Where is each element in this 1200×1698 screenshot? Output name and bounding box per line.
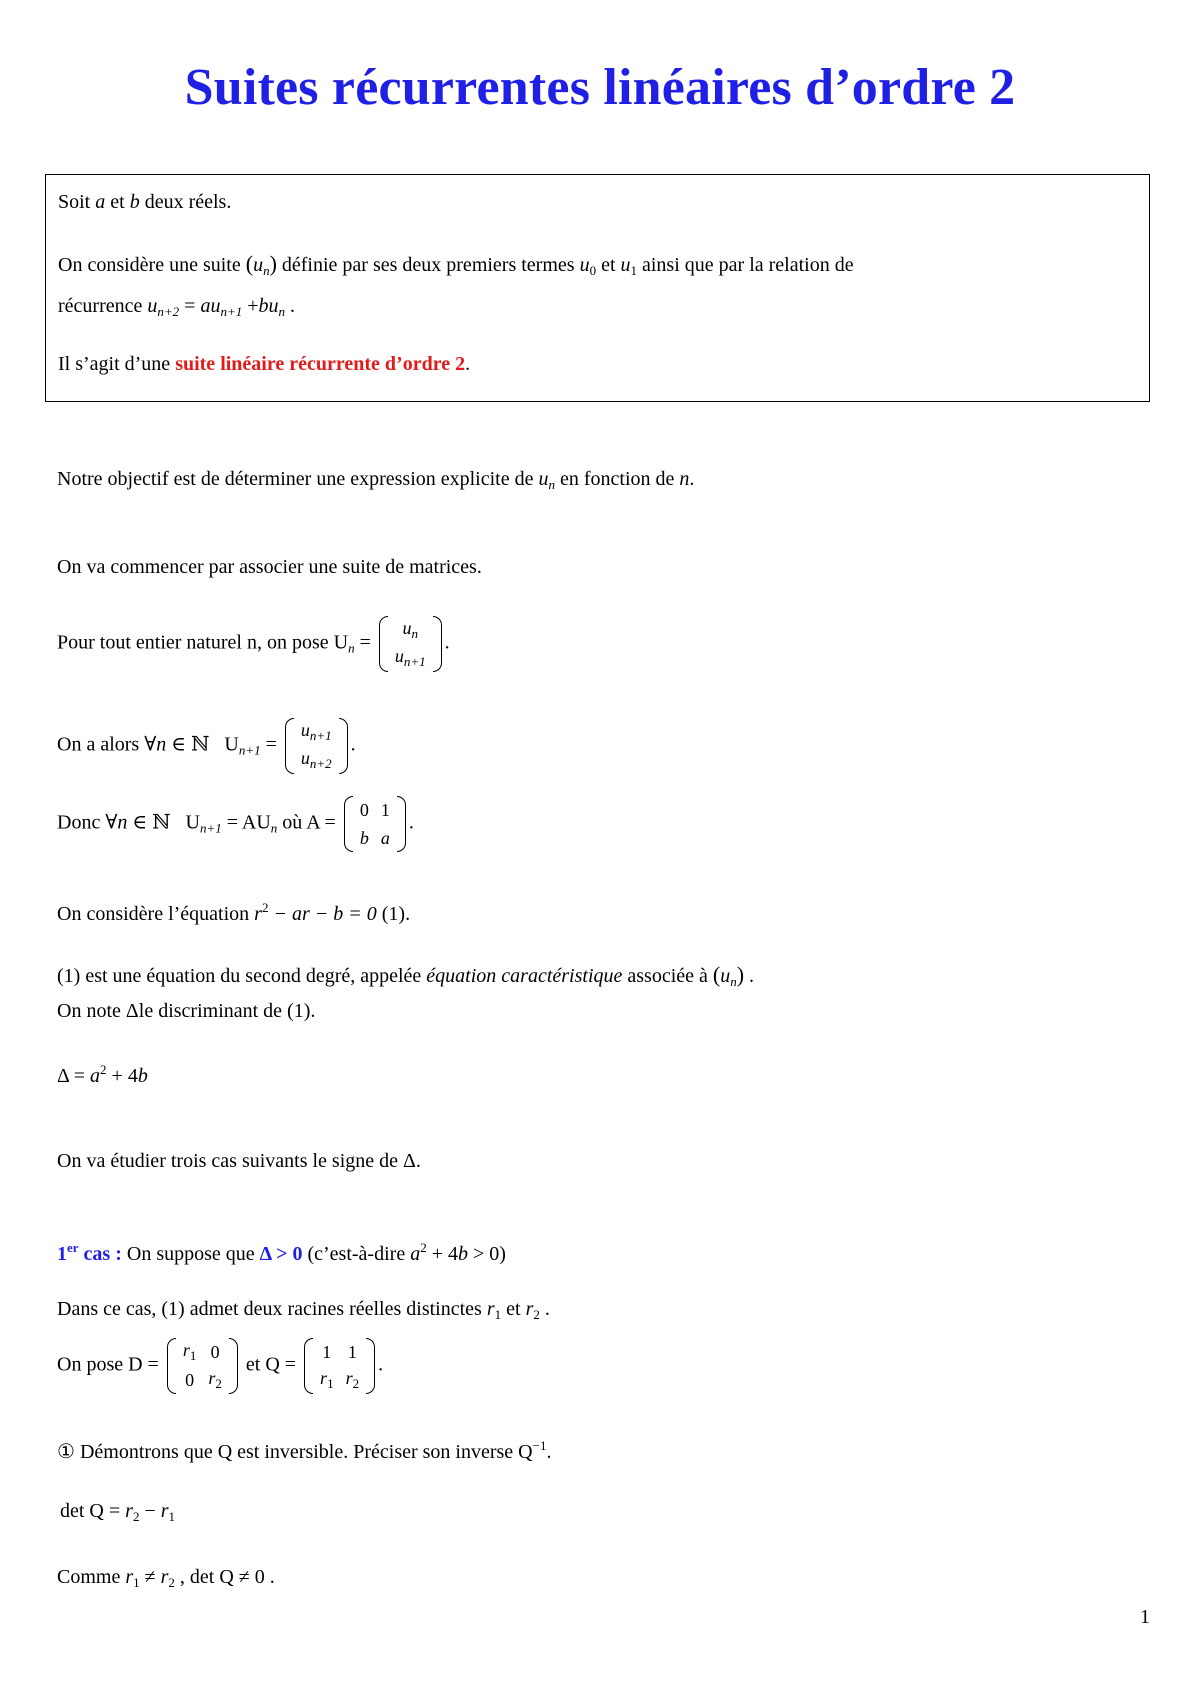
page-number: 1: [1140, 1606, 1150, 1628]
paragraph-donc: Donc ∀n ∈ ℕ $U_{n+1} = AU_n$ où A = 0 1 b a .: [57, 796, 414, 852]
paragraph-pose-DQ: On pose D = $r_1$ 0 0 $r_2$ et Q = 1 1 $r_1$ $r_2$ .: [57, 1338, 383, 1394]
paragraph-objective: Notre objectif est de déterminer une expression explicite de $u_n$ en fonction de n.: [57, 468, 695, 492]
paragraph-roots: Dans ce cas, (1) admet deux racines réelles distinctes $r_1$ et $r_2$ .: [57, 1298, 550, 1322]
paragraph-alors: On a alors ∀n ∈ ℕ $U_{n+1}$ = $u_{n+1}$ $u_{n+2}$ .: [57, 718, 356, 774]
paragraph-note: On note Δle discriminant de (1).: [57, 1000, 316, 1022]
matrix-Q: 1 1 $r_1$ $r_2$: [304, 1338, 375, 1394]
paragraph-pose-Un: Pour tout entier naturel n, on pose $U_n$ = $u_n$ $u_{n+1}$ .: [57, 616, 450, 672]
matrix-D: $r_1$ 0 0 $r_2$: [167, 1338, 238, 1394]
circled-one-icon: ①: [57, 1441, 75, 1463]
page-title: Suites récurrentes linéaires d’ordre 2: [184, 59, 1016, 116]
case-1-heading: 1er cas : On suppose que Δ > 0 (c’est-à-dire $a^2 + 4b > 0$): [57, 1240, 506, 1265]
highlight-definition: suite linéaire récurrente d’ordre 2: [175, 353, 466, 375]
matrix-Un1: $u_{n+1}$ $u_{n+2}$: [285, 718, 348, 774]
formula-det: $\det Q = r_2 - r_1$: [60, 1500, 176, 1524]
paragraph-degree: (1) est une équation du second degré, appelée équation caractéristique associée à $(u_n)$ .: [57, 962, 755, 989]
box-line-3: récurrence $u_{n+2} = au_{n+1} +bu_n$ .: [58, 295, 295, 319]
paragraph-comme: Comme $r_1 \ne r_2$ , det Q ≠ 0 .: [57, 1566, 275, 1590]
box-line-2: On considère une suite $(u_n)$ définie par ses deux premiers termes $u_0$ et $u_1$ ainsi que par la relation de: [58, 251, 854, 278]
question-1: ① Démontrons que Q est inversible. Préciser son inverse $Q^{-1}$.: [57, 1438, 552, 1463]
paragraph-matrices: On va commencer par associer une suite de matrices.: [57, 556, 482, 578]
paragraph-cases: On va étudier trois cas suivants le signe de Δ.: [57, 1150, 421, 1172]
box-line-4: Il s’agit d’une suite linéaire récurrente d’ordre 2.: [58, 353, 471, 375]
paragraph-equation: On considère l’équation $r^2$ − ar − b = 0 (1).: [57, 900, 411, 925]
matrix-Un: $u_n$ $u_{n+1}$: [379, 616, 442, 672]
matrix-A: 0 1 b a: [344, 796, 406, 852]
box-line-1: Soit a et b deux réels.: [58, 191, 232, 213]
definition-box: [45, 174, 1150, 402]
formula-delta: $\Delta = a^2 + 4b$: [57, 1062, 148, 1087]
